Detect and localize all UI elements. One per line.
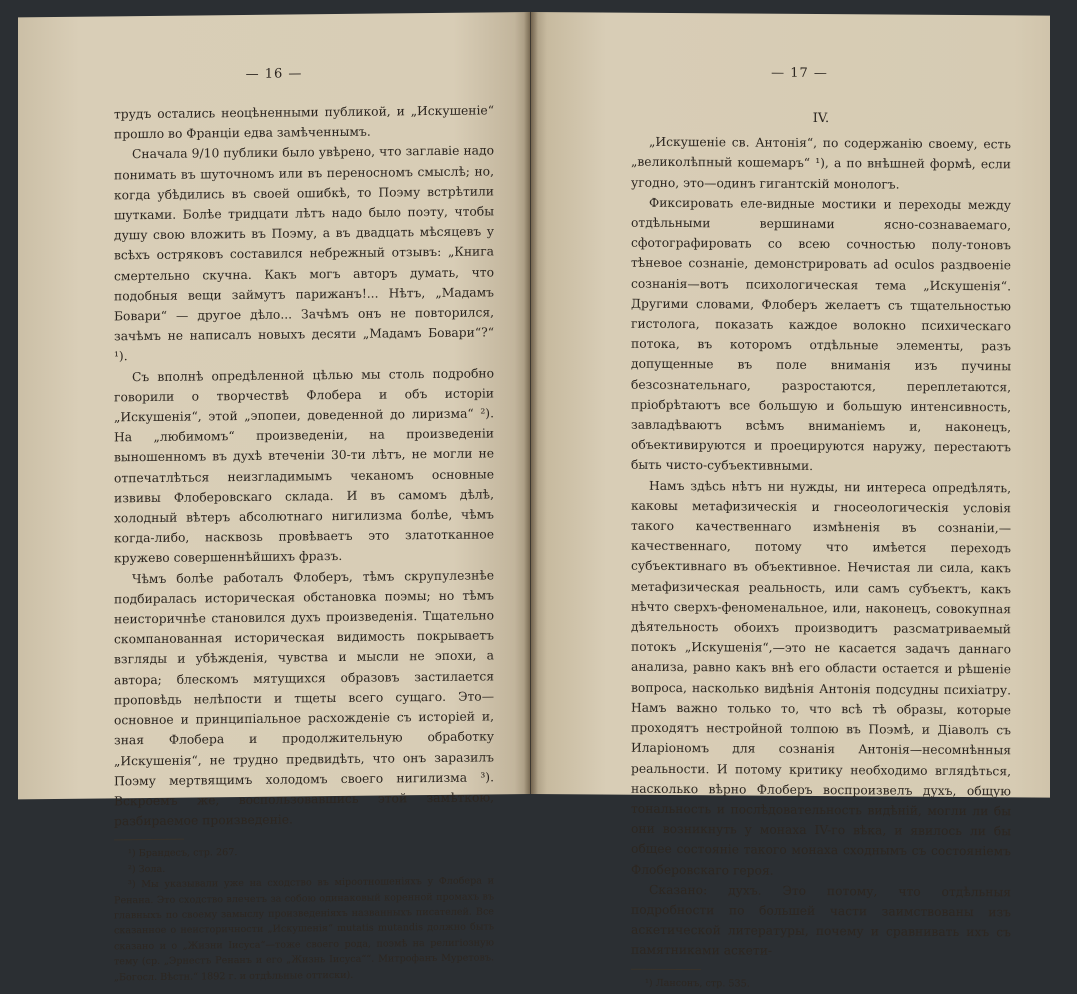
book-gutter <box>524 12 538 794</box>
page-number-left: — 16 — <box>245 66 303 82</box>
paragraph: Фиксировать еле-видные мостики и переходы между отдѣльными вершинами ясно-сознаваемаго, сфотографировать со всею сочностью полу-тоновъ тѣневое сознаніе, демонстрировать ad oculos раздвоеніе сознанія—вотъ психологическая тема „Искушенія“. Другими словами, Флоберъ желаетъ съ тщательностью гистолога, показать каждое волокно психическаго потока, въ которомъ отдѣльные элементы, разъ допущенные въ поле вниманія изъ пучины безсознательнаго, разростаются, переплетаются, пріобрѣтаютъ все большую и большую интенсивность, завладѣваютъ всѣмъ вниманіемъ и, наконецъ, объективируются и проецируются наружу, перестаютъ быть чисто-субъективными. <box>631 195 1011 474</box>
footnote-divider <box>114 839 184 841</box>
chapter-heading: IV. <box>812 110 830 127</box>
paragraph: Сначала 9/10 публики было увѣрено, что заглавіе надо понимать въ шуточномъ или въ переносномъ смыслѣ; но, когда убѣдились въ своей ошибкѣ, то Поэму встрѣтили шутками. Болѣе тридцати лѣтъ надо было поэту, чтобы душу свою вложить въ Поэму, а въ двадцать мѣсяцевъ у всѣхъ остряковъ составился небрежный отзывъ: „Книга смертельно скучна. Какъ могъ авторъ думать, что подобныя вещи займутъ парижанъ!... Нѣтъ, „Мадамъ Бовари“ — другое дѣло... Зачѣмъ онъ не повторился, зачѣмъ не написалъ новыхъ десяти „Мадамъ Бовари“?“ ¹). <box>114 143 494 364</box>
right-page <box>531 12 1068 990</box>
left-page <box>18 12 530 983</box>
page-number-right: — 17 — <box>771 65 828 82</box>
book-spread <box>18 12 1068 990</box>
paragraph: Чѣмъ болѣе работалъ Флоберъ, тѣмъ скрупулезнѣе подбиралась историческая обстановка поэмы; но тѣмъ неисторичнѣе становился духъ произведенія. Тщательно скомпанованная историческая видимость покрываетъ взгляды и убѣжденія, чувства и мысли не эпохи, а автора; блескомъ мятущихся образовъ застилается проповѣдь нелѣпости и тщеты всего сущаго. Это—основное и принципіальное расхожденіе съ исторіей и, зная Флобера и продолжительную обработку „Искушенія“, не трудно предвидѣть, что онъ заразилъ Поэму мертвящимъ холодомъ своего нигилизма ³). Вскроемъ же, воспользовавшись этой замѣткою, разбираемое произведеніе. <box>114 568 494 829</box>
footnote: ¹) Лансонъ, стр. 535. <box>645 977 750 990</box>
right-page-body <box>631 108 1011 994</box>
left-page-body <box>114 100 494 985</box>
paragraph: „Искушеніе св. Антонія“, по содержанію своему, есть „великолѣпный кошемаръ“ ¹), а по внѣшней формѣ, если угодно, это—одинъ гигантскій монологъ. <box>631 135 1011 192</box>
paragraph: трудъ остались неоцѣненными публикой, и „Искушеніе“ прошло во Франціи едва замѣченнымъ. <box>114 103 494 142</box>
footnotes <box>114 843 494 986</box>
footnote: ¹) Брандесъ, стр. 267. <box>128 847 238 860</box>
footnote: ³) Мы указывали уже на сходство въ міроотношеніяхъ у Флобера и Ренана. Это сходство влечетъ за собою одинаковый коренной промахъ въ главныхъ по своему замыслу произведеніяхъ названныхъ писателей. Все сказанное о неисторичности „Искушенія“ mutatis mutandis должно быть сказано и о „Жизни Іисуса“—тоже своего рода, поэмѣ на религіозную тему (ср. „Эрнестъ Ренанъ и его „Жизнь Іисуса““. Митрофанъ Муретовъ. „Богосл. Вѣстн.“ 1892 г. и отдѣльные оттиски). <box>114 875 494 983</box>
paragraph: Съ вполнѣ опредѣленной цѣлью мы столь подробно говорили о творчествѣ Флобера и объ исторіи „Искушенія“, этой „эпопеи, доведенной до лиризма“ ²). На „любимомъ“ произведеніи, на произведеніи выношенномъ въ духѣ втеченіи 30-ти лѣтъ, не могли не отпечатлѣться неизгладимымъ чеканомъ основные извивы Флоберовскаго склада. И въ самомъ дѣлѣ, холодный вѣтеръ абсолютнаго нигилизма болѣе, чѣмъ когда-либо, насквозь провѣваетъ это златотканное кружево совершеннѣйшихъ фразъ. <box>114 366 494 566</box>
paragraph: Намъ здѣсь нѣтъ ни нужды, ни интереса опредѣлять, каковы метафизическія и гносеологическія условія такого качественнаго измѣненія въ сознаніи,—качественнаго, потому что имѣется переходъ субъективнаго въ объективное. Нечистая ли сила, какъ метафизическая реальность, или самъ субъектъ, какъ нѣчто сверхъ-феноменальное, или, наконецъ, совокупная дѣятельность обоихъ производитъ разсматриваемый потокъ „Искушенія“,—это не касается задачъ даннаго анализа, равно какъ внѣ его области остается и рѣшеніе вопроса, насколько видѣнія Антонія подсудны психіатру. Намъ важно только то, что всѣ тѣ образы, которые проходятъ нестройной толпою въ Поэмѣ, и Діаволъ съ Иларіономъ для сознанія Антонія—несомнѣнныя реальности. И потому критику необходимо вглядѣться, насколько вѣрно Флоберъ воспроизвелъ духъ, общую тональность и послѣдовательность видѣній, могли ли бы они возникнуть у монаха IV-го вѣка, и явилось ли бы общее состояніе такого монаха сходнымъ съ состояніемъ Флоберовскаго героя. <box>631 478 1011 878</box>
footnotes <box>631 975 1011 993</box>
paragraph: Сказано: духъ. Это потому, что отдѣльныя подробности по большей части заимствованы изъ аскетической литературы, почему и сравнивать ихъ съ памятниками аскети- <box>631 882 1011 959</box>
background-edge <box>1050 0 1077 800</box>
footnote-divider <box>631 968 701 969</box>
footnote: ²) Зола. <box>128 863 166 875</box>
